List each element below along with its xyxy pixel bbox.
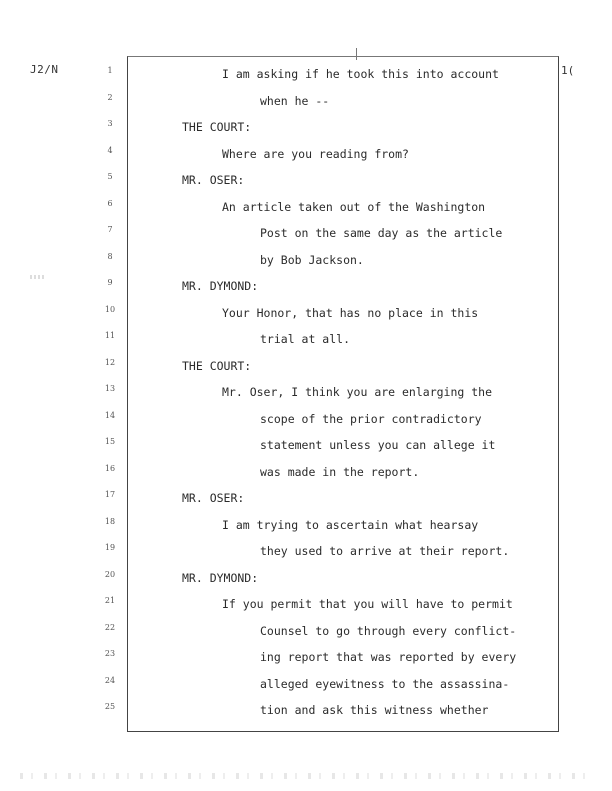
line-number: 9 xyxy=(107,278,113,287)
line-number: 2 xyxy=(107,92,113,102)
speaker-label: THE COURT: xyxy=(182,120,252,134)
transcript-line: by Bob Jackson. xyxy=(260,252,364,267)
page-number: 1( xyxy=(561,64,575,77)
speaker-label: MR. OSER: xyxy=(182,491,245,505)
line-number: 14 xyxy=(104,410,116,420)
line-number: 17 xyxy=(104,490,116,499)
transcript-line: Your Honor, that has no place in this xyxy=(222,305,479,320)
speaker-label: MR. OSER: xyxy=(182,173,245,187)
line-number: 8 xyxy=(107,251,113,261)
line-number: 15 xyxy=(104,437,116,446)
scan-smudge xyxy=(30,275,44,279)
line-number: 4 xyxy=(107,145,113,155)
speaker-label: MR. DYMOND: xyxy=(182,279,259,293)
transcript-line: Mr. Oser, I think you are enlarging the xyxy=(222,385,493,399)
line-number: 18 xyxy=(104,516,116,526)
line-number: 5 xyxy=(107,172,113,181)
line-number: 22 xyxy=(104,622,116,632)
transcript-line: was made in the report. xyxy=(260,464,420,479)
transcript-line: ing report that was reported by every xyxy=(260,650,517,664)
transcript-line: An article taken out of the Washington xyxy=(222,199,486,214)
line-number: 19 xyxy=(104,543,116,552)
transcript-line: tion and ask this witness whether xyxy=(260,703,489,717)
line-number: 6 xyxy=(107,198,113,208)
line-number: 23 xyxy=(104,649,116,658)
line-number: 20 xyxy=(104,569,116,579)
line-number: 12 xyxy=(104,357,116,367)
transcript-line: If you permit that you will have to permit xyxy=(222,597,513,611)
speaker-label: THE COURT: xyxy=(182,358,252,373)
line-number: 7 xyxy=(107,225,113,234)
transcript-line: scope of the prior contradictory xyxy=(260,411,482,426)
transcript-line: when he -- xyxy=(260,93,330,108)
transcript-line: they used to arrive at their report. xyxy=(260,544,510,558)
transcript-line: I am trying to ascertain what hearsay xyxy=(222,517,479,532)
line-number: 21 xyxy=(104,596,116,605)
transcript-line: Counsel to go through every conflict- xyxy=(260,623,517,638)
transcript-line: statement unless you can allege it xyxy=(260,438,496,452)
scan-artifact-row xyxy=(20,773,590,779)
speaker-label: MR. DYMOND: xyxy=(182,570,259,585)
line-number: 1 xyxy=(107,66,113,75)
transcript-code: J2/N xyxy=(30,63,59,76)
line-number: 13 xyxy=(104,384,116,393)
transcript-line: Post on the same day as the article xyxy=(260,226,503,240)
line-number: 3 xyxy=(107,119,113,128)
line-number: 11 xyxy=(104,331,116,340)
transcript-line: alleged eyewitness to the assassina- xyxy=(260,676,510,691)
line-number: 24 xyxy=(104,675,116,685)
transcript-line: I am asking if he took this into account xyxy=(222,67,499,81)
line-number: 16 xyxy=(104,463,116,473)
transcript-line: Where are you reading from? xyxy=(222,146,409,161)
transcript-line: trial at all. xyxy=(260,332,351,346)
line-number: 10 xyxy=(104,304,116,314)
line-number: 25 xyxy=(104,702,116,711)
